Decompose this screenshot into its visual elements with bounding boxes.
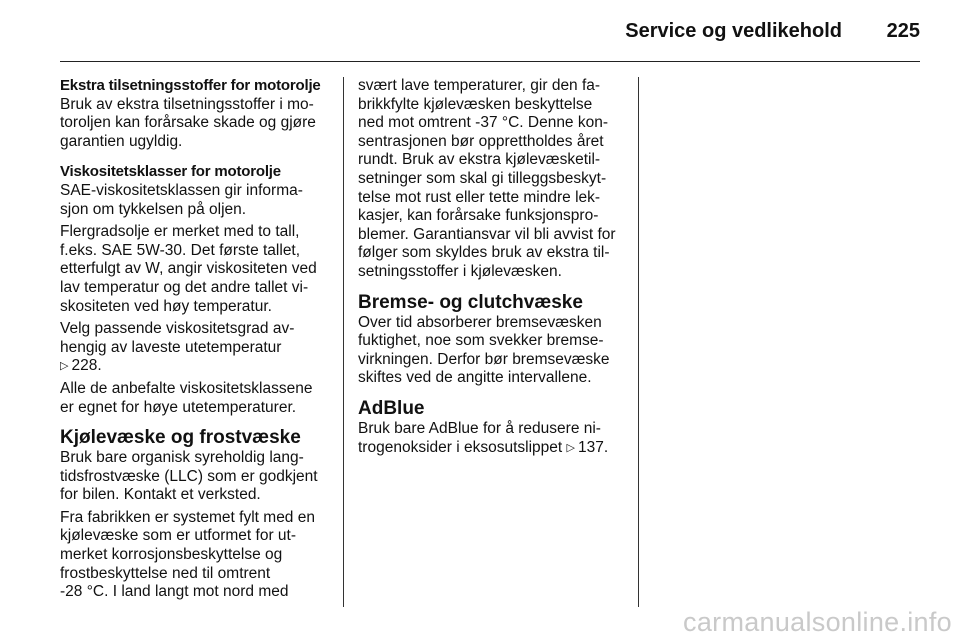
paragraph-coolant-1	[60, 449, 332, 505]
paragraph-viscosity-3	[60, 320, 332, 376]
paragraph-brake-fluid	[358, 314, 630, 388]
text-line: er egnet for høye utetemperaturer.	[60, 398, 297, 416]
text-line: for bilen. Kontakt et verksted.	[60, 486, 261, 504]
text-line: Alle de anbefalte viskositetsklassene	[60, 379, 313, 397]
text-line: toroljen kan forårsake skade og gjøre	[60, 114, 316, 132]
text-line: følger som skyldes bruk av ekstra til-	[358, 244, 610, 262]
section-title-coolant: Kjølevæske og frostvæske	[60, 427, 301, 449]
column-middle	[358, 77, 630, 466]
triangle-right-icon: ▷	[60, 360, 69, 373]
paragraph-viscosity-4	[60, 380, 332, 417]
text-line: Bruk av ekstra tilsetningsstoffer i mo-	[60, 95, 314, 113]
text-line: blemer. Garantiansvar vil bli avvist for	[358, 225, 616, 243]
text-line: skiftes ved de angitte intervallene.	[358, 369, 592, 387]
page-number: 225	[886, 20, 920, 42]
text-line: skositeten ved høy temperatur.	[60, 297, 272, 315]
page-reference-228[interactable]	[60, 357, 332, 376]
paragraph-coolant-continued	[358, 77, 630, 282]
paragraph-viscosity-2	[60, 223, 332, 316]
column-divider-2	[638, 77, 639, 607]
text-line: telse mot rust eller tette mindre lek-	[358, 188, 601, 206]
header-divider	[60, 61, 920, 62]
text-line: fuktighet, noe som svekker bremse-	[358, 332, 604, 350]
text-line: frostbeskyttelse ned til omtrent	[60, 564, 271, 582]
text-line: Velg passende viskositetsgrad av-	[60, 320, 295, 338]
text-line: svært lave temperaturer, gir den fa-	[358, 77, 601, 94]
text-line: sjon om tykkelsen på oljen.	[60, 200, 247, 218]
section-title-additives: Ekstra tilsetningsstoffer for motorolje	[60, 77, 321, 94]
section-title-brake-fluid: Bremse- og clutchvæske	[358, 291, 583, 313]
text-line: kjølevæske som er utformet for ut-	[60, 527, 297, 545]
text-line: SAE-viskositetsklassen gir informa-	[60, 181, 303, 199]
watermark: carmanualsonline.info	[683, 607, 952, 637]
text-line: brikkfylte kjølevæsken beskyttelse	[358, 95, 593, 113]
text-line: kasjer, kan forårsake funksjonspro-	[358, 207, 599, 225]
paragraph-additives	[60, 96, 332, 152]
text-line: rundt. Bruk av ekstra kjølevæsketil-	[358, 151, 601, 169]
text-line: setningsstoffer i kjølevæsken.	[358, 262, 562, 280]
column-left	[60, 77, 332, 611]
page-reference-137[interactable]	[567, 439, 609, 456]
text-line: Flergradsolje er merket med to tall,	[60, 223, 300, 241]
section-title-viscosity: Viskositetsklasser for motorolje	[60, 163, 281, 181]
text-line: Over tid absorberer bremsevæsken	[358, 313, 602, 331]
page-title: Service og vedlikehold	[625, 20, 842, 42]
text-line: Fra fabrikken er systemet fylt med en	[60, 508, 315, 526]
text-line: tidsfrostvæske (LLC) som er godkjent	[60, 467, 318, 485]
text-line: garantien ugyldig.	[60, 132, 183, 150]
text-line: sentrasjonen bør opprettholdes året	[358, 132, 604, 150]
section-title-adblue: AdBlue	[358, 397, 425, 419]
paragraph-adblue	[358, 420, 630, 457]
text-line: Bruk bare AdBlue for å redusere ni-	[358, 419, 601, 437]
text-line: f.eks. SAE 5W-30. Det første tallet,	[60, 241, 301, 259]
text-line: merket korrosjonsbeskyttelse og	[60, 546, 283, 564]
text-line: -28 °C. I land langt mot nord med	[60, 583, 289, 601]
paragraph-coolant-2	[60, 509, 332, 602]
paragraph-viscosity-1	[60, 182, 332, 219]
text-line: hengig av laveste utetemperatur	[60, 338, 282, 356]
text-line-with-reference	[358, 439, 630, 458]
column-divider-1	[343, 77, 344, 607]
page-reference-text: 228.	[71, 357, 102, 375]
text-segment: trogenoksider i eksosutslippet	[358, 438, 563, 456]
text-line: Bruk bare organisk syreholdig lang-	[60, 449, 304, 467]
page-reference-text: 137.	[577, 438, 609, 456]
page-header	[0, 0, 960, 62]
text-line: lav temperatur og det andre tallet vi-	[60, 278, 309, 296]
text-line: ned mot omtrent -37 °C. Denne kon-	[358, 114, 609, 132]
text-line: virkningen. Derfor bør bremsevæske	[358, 350, 610, 368]
text-line: setninger som skal gi tilleggsbeskyt-	[358, 169, 607, 187]
text-line: etterfulgt av W, angir viskositeten ved	[60, 260, 317, 278]
triangle-right-icon: ▷	[566, 441, 575, 454]
